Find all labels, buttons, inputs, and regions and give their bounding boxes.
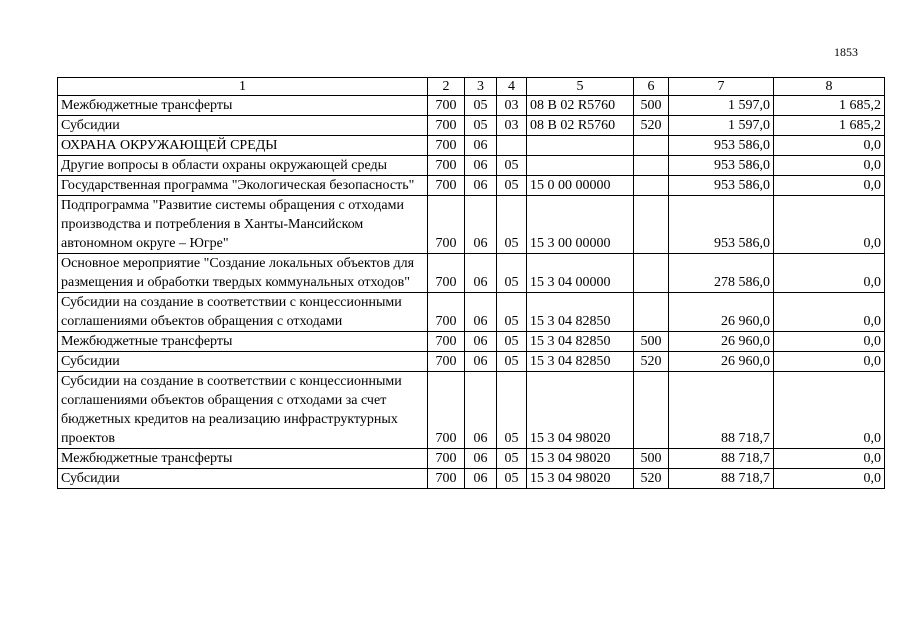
amount-col7-cell: 88 718,7 [669, 372, 774, 449]
amount-col8-cell: 0,0 [774, 293, 885, 332]
subsection-code-cell [497, 136, 527, 156]
ministry-code-cell: 700 [428, 352, 465, 372]
subsection-code-cell: 05 [497, 293, 527, 332]
table-row [58, 352, 885, 372]
amount-col7-cell: 953 586,0 [669, 136, 774, 156]
target-article-cell: 15 0 00 00000 [527, 176, 634, 196]
amount-col8-cell: 0,0 [774, 352, 885, 372]
target-article-cell: 15 3 04 98020 [527, 469, 634, 489]
expense-type-cell: 500 [634, 96, 669, 116]
expense-type-cell: 520 [634, 469, 669, 489]
amount-col7-cell: 953 586,0 [669, 176, 774, 196]
header-row [58, 78, 885, 96]
section-code-cell: 06 [465, 156, 497, 176]
ministry-code-cell: 700 [428, 176, 465, 196]
subsection-code-cell: 05 [497, 196, 527, 254]
amount-col8-cell: 0,0 [774, 136, 885, 156]
amount-col8-cell: 0,0 [774, 156, 885, 176]
amount-col7-cell: 1 597,0 [669, 96, 774, 116]
expense-type-cell [634, 156, 669, 176]
item-name-cell: Основное мероприятие "Создание локальных объектов для размещения и обработки твердых коммунальных отходов" [58, 254, 428, 293]
column-header: 7 [669, 78, 774, 96]
expense-type-cell [634, 372, 669, 449]
section-code-cell: 06 [465, 469, 497, 489]
target-article-cell: 15 3 04 82850 [527, 352, 634, 372]
amount-col8-cell: 0,0 [774, 196, 885, 254]
amount-col8-cell: 0,0 [774, 176, 885, 196]
amount-col7-cell: 26 960,0 [669, 352, 774, 372]
item-name-cell: Межбюджетные трансферты [58, 96, 428, 116]
column-header: 3 [465, 78, 497, 96]
expense-type-cell: 520 [634, 352, 669, 372]
ministry-code-cell: 700 [428, 196, 465, 254]
ministry-code-cell: 700 [428, 469, 465, 489]
amount-col7-cell: 88 718,7 [669, 469, 774, 489]
ministry-code-cell: 700 [428, 449, 465, 469]
amount-col8-cell: 1 685,2 [774, 96, 885, 116]
table-row [58, 96, 885, 116]
column-header: 8 [774, 78, 885, 96]
target-article-cell: 08 В 02 R5760 [527, 96, 634, 116]
column-header: 4 [497, 78, 527, 96]
table-row [58, 176, 885, 196]
subsection-code-cell: 03 [497, 116, 527, 136]
item-name-cell: ОХРАНА ОКРУЖАЮЩЕЙ СРЕДЫ [58, 136, 428, 156]
item-name-cell: Государственная программа "Экологическая безопасность" [58, 176, 428, 196]
table-row [58, 196, 885, 254]
subsection-code-cell: 05 [497, 254, 527, 293]
section-code-cell: 05 [465, 96, 497, 116]
section-code-cell: 06 [465, 176, 497, 196]
section-code-cell: 06 [465, 196, 497, 254]
item-name-cell: Субсидии [58, 116, 428, 136]
subsection-code-cell: 05 [497, 176, 527, 196]
table-row [58, 449, 885, 469]
column-header: 1 [58, 78, 428, 96]
ministry-code-cell: 700 [428, 332, 465, 352]
table-row [58, 156, 885, 176]
ministry-code-cell: 700 [428, 293, 465, 332]
subsection-code-cell: 03 [497, 96, 527, 116]
amount-col7-cell: 953 586,0 [669, 196, 774, 254]
target-article-cell: 15 3 00 00000 [527, 196, 634, 254]
table-row [58, 116, 885, 136]
section-code-cell: 05 [465, 116, 497, 136]
amount-col7-cell: 953 586,0 [669, 156, 774, 176]
expense-type-cell: 500 [634, 449, 669, 469]
amount-col7-cell: 88 718,7 [669, 449, 774, 469]
amount-col7-cell: 1 597,0 [669, 116, 774, 136]
section-code-cell: 06 [465, 332, 497, 352]
subsection-code-cell: 05 [497, 469, 527, 489]
column-header: 2 [428, 78, 465, 96]
item-name-cell: Межбюджетные трансферты [58, 332, 428, 352]
page-number: 1853 [834, 45, 858, 59]
table-row [58, 254, 885, 293]
section-code-cell: 06 [465, 352, 497, 372]
target-article-cell: 15 3 04 98020 [527, 449, 634, 469]
item-name-cell: Другие вопросы в области охраны окружающей среды [58, 156, 428, 176]
amount-col7-cell: 26 960,0 [669, 293, 774, 332]
target-article-cell: 15 3 04 82850 [527, 293, 634, 332]
amount-col8-cell: 0,0 [774, 449, 885, 469]
table-row [58, 469, 885, 489]
ministry-code-cell: 700 [428, 156, 465, 176]
subsection-code-cell: 05 [497, 372, 527, 449]
section-code-cell: 06 [465, 293, 497, 332]
item-name-cell: Субсидии [58, 352, 428, 372]
expense-type-cell: 500 [634, 332, 669, 352]
table-row [58, 372, 885, 449]
subsection-code-cell: 05 [497, 352, 527, 372]
subsection-code-cell: 05 [497, 156, 527, 176]
section-code-cell: 06 [465, 372, 497, 449]
amount-col8-cell: 1 685,2 [774, 116, 885, 136]
target-article-cell: 15 3 04 00000 [527, 254, 634, 293]
section-code-cell: 06 [465, 136, 497, 156]
amount-col8-cell: 0,0 [774, 469, 885, 489]
amount-col8-cell: 0,0 [774, 332, 885, 352]
expense-type-cell [634, 136, 669, 156]
expense-type-cell [634, 254, 669, 293]
target-article-cell: 15 3 04 98020 [527, 372, 634, 449]
column-header: 6 [634, 78, 669, 96]
item-name-cell: Межбюджетные трансферты [58, 449, 428, 469]
item-name-cell: Субсидии [58, 469, 428, 489]
ministry-code-cell: 700 [428, 136, 465, 156]
item-name-cell: Субсидии на создание в соответствии с концессионными соглашениями объектов обращения с отходами [58, 293, 428, 332]
amount-col7-cell: 26 960,0 [669, 332, 774, 352]
ministry-code-cell: 700 [428, 254, 465, 293]
subsection-code-cell: 05 [497, 449, 527, 469]
ministry-code-cell: 700 [428, 372, 465, 449]
ministry-code-cell: 700 [428, 116, 465, 136]
target-article-cell: 15 3 04 82850 [527, 332, 634, 352]
target-article-cell: 08 В 02 R5760 [527, 116, 634, 136]
amount-col8-cell: 0,0 [774, 254, 885, 293]
amount-col8-cell: 0,0 [774, 372, 885, 449]
target-article-cell [527, 156, 634, 176]
table-row [58, 332, 885, 352]
expense-type-cell [634, 176, 669, 196]
section-code-cell: 06 [465, 449, 497, 469]
item-name-cell: Подпрограмма "Развитие системы обращения с отходами производства и потребления в Ханты-Мансийском автономном округе – Югре" [58, 196, 428, 254]
subsection-code-cell: 05 [497, 332, 527, 352]
target-article-cell [527, 136, 634, 156]
expense-type-cell [634, 293, 669, 332]
column-header: 5 [527, 78, 634, 96]
table-row [58, 293, 885, 332]
section-code-cell: 06 [465, 254, 497, 293]
expense-type-cell [634, 196, 669, 254]
table-row [58, 136, 885, 156]
expense-type-cell: 520 [634, 116, 669, 136]
item-name-cell: Субсидии на создание в соответствии с концессионными соглашениями объектов обращения с отходами за счет бюджетных кредитов на реализацию инфраструктурных проектов [58, 372, 428, 449]
ministry-code-cell: 700 [428, 96, 465, 116]
budget-table [57, 77, 885, 489]
amount-col7-cell: 278 586,0 [669, 254, 774, 293]
